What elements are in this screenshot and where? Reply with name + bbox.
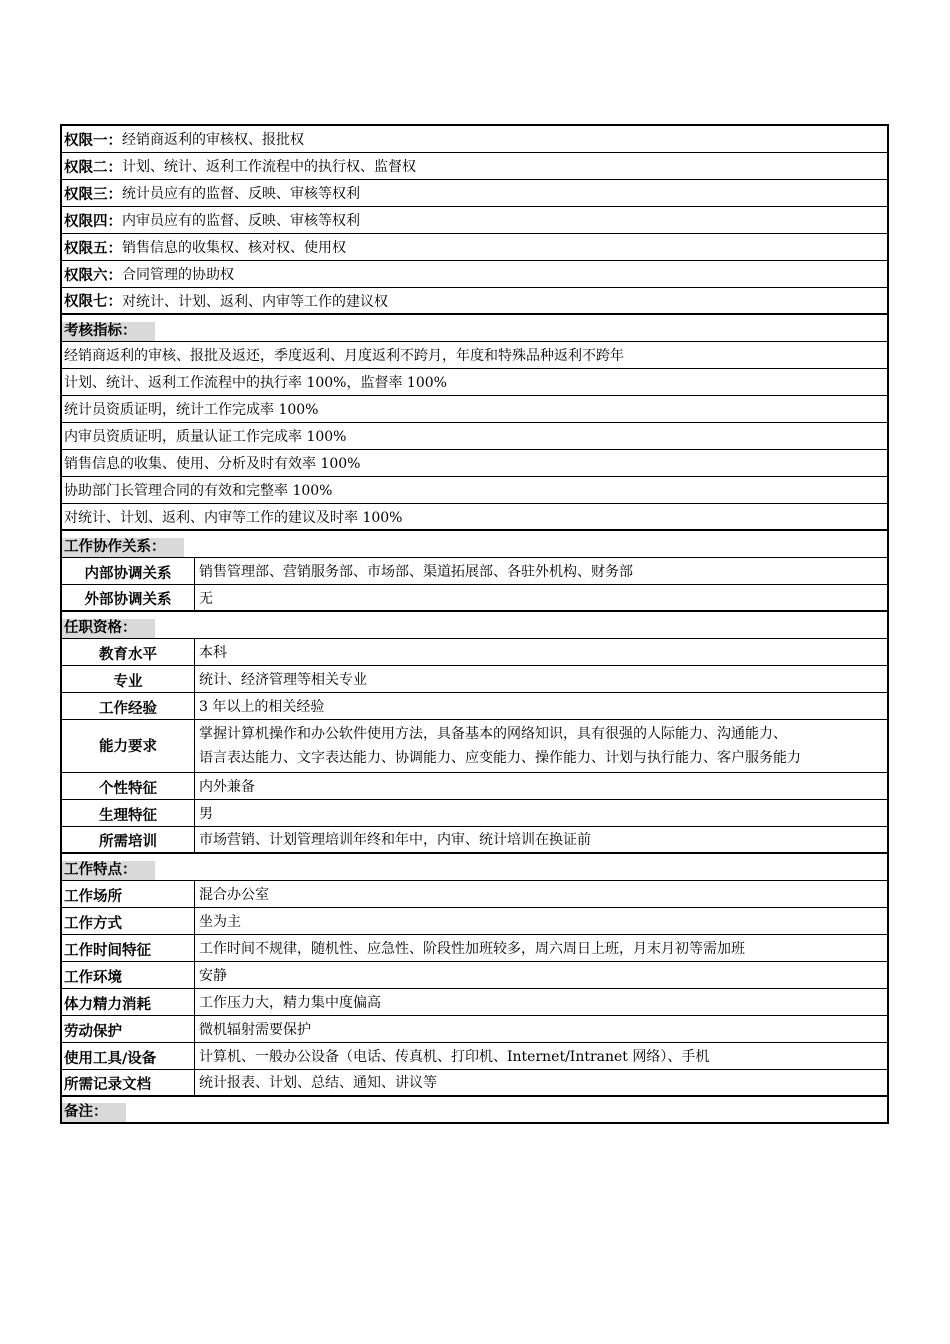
qualification-label: 个性特征	[62, 773, 195, 799]
feature-row	[62, 908, 887, 935]
authority-row	[62, 153, 887, 180]
qualification-label: 生理特征	[62, 800, 195, 826]
authority-text: 对统计、计划、返利、内审等工作的建议权	[122, 293, 388, 310]
remarks-heading: 备注：	[62, 1103, 126, 1122]
qualification-label: 专业	[62, 666, 195, 692]
feature-value: 统计报表、计划、总结、通知、讲议等	[199, 1075, 437, 1091]
kpi-row	[62, 342, 887, 369]
qualification-row	[62, 666, 887, 693]
relation-label: 外部协调关系	[62, 585, 195, 610]
features-heading: 工作特点：	[62, 861, 155, 880]
qualification-row	[62, 827, 887, 854]
authority-text: 经销商返利的审核权、报批权	[122, 132, 304, 148]
qualification-row	[62, 800, 887, 827]
feature-row	[62, 935, 887, 962]
authority-label: 权限二：	[64, 159, 122, 176]
authority-row	[62, 126, 887, 153]
feature-value: 工作压力大，精力集中度偏高	[199, 995, 381, 1011]
authority-row	[62, 234, 887, 261]
feature-row	[62, 1070, 887, 1097]
qualification-value	[195, 720, 801, 772]
authority-label: 权限五：	[64, 240, 122, 257]
feature-value: 工作时间不规律，随机性、应急性、阶段性加班较多，周六周日上班，月末月初等需加班	[199, 941, 745, 957]
feature-value: 计算机、一般办公设备（电话、传真机、打印机、Internet/Intranet 网络）、手机	[199, 1049, 710, 1065]
kpi-text: 对统计、计划、返利、内审等工作的建议及时率 100%	[64, 509, 403, 526]
feature-label: 劳动保护	[62, 1016, 195, 1042]
feature-label: 体力精力消耗	[62, 989, 195, 1015]
qualification-value: 3 年以上的相关经验	[199, 699, 325, 715]
authority-row	[62, 288, 887, 315]
kpi-text: 计划、统计、返利工作流程中的执行率 100%，监督率 100%	[64, 375, 447, 391]
authority-text: 合同管理的协助权	[122, 267, 234, 283]
authority-row	[62, 207, 887, 234]
remarks-section-header	[62, 1097, 887, 1124]
relation-value: 销售管理部、营销服务部、市场部、渠道拓展部、各驻外机构、财务部	[199, 564, 633, 580]
kpi-text: 内审员资质证明，质量认证工作完成率 100%	[64, 429, 347, 445]
job-description-table	[60, 124, 889, 1124]
authority-text: 计划、统计、返利工作流程中的执行权、监督权	[122, 159, 416, 175]
qualifications-section-header	[62, 612, 887, 639]
relations-heading: 工作协作关系：	[62, 538, 184, 557]
feature-label: 工作方式	[62, 908, 195, 934]
feature-value: 混合办公室	[199, 887, 269, 903]
authority-row	[62, 180, 887, 207]
authority-row	[62, 261, 887, 288]
qualification-row	[62, 693, 887, 720]
relation-value: 无	[199, 591, 213, 607]
kpi-text: 协助部门长管理合同的有效和完整率 100%	[64, 483, 333, 499]
feature-row	[62, 1016, 887, 1043]
feature-label: 使用工具/设备	[62, 1043, 195, 1069]
feature-value: 安静	[199, 968, 227, 984]
authority-text: 销售信息的收集权、核对权、使用权	[122, 240, 346, 256]
feature-row	[62, 989, 887, 1016]
kpi-section-header	[62, 315, 887, 342]
authority-text: 内审员应有的监督、反映、审核等权利	[122, 213, 360, 229]
kpi-text: 经销商返利的审核、报批及返还，季度返利、月度返利不跨月，年度和特殊品种返利不跨年	[64, 348, 624, 364]
qualification-value: 市场营销、计划管理培训年终和年中，内审、统计培训在换证前	[199, 832, 591, 848]
relations-section-header	[62, 531, 887, 558]
feature-value: 微机辐射需要保护	[199, 1022, 311, 1038]
authority-label: 权限七：	[64, 294, 122, 310]
kpi-row	[62, 396, 887, 423]
feature-row	[62, 962, 887, 989]
qualification-value: 本科	[199, 645, 227, 661]
feature-value: 坐为主	[199, 914, 241, 930]
qualifications-heading: 任职资格：	[62, 619, 155, 638]
qualification-row	[62, 773, 887, 800]
feature-row	[62, 1043, 887, 1070]
relation-row	[62, 585, 887, 612]
qualification-row	[62, 639, 887, 666]
kpi-row	[62, 477, 887, 504]
qualification-label: 工作经验	[62, 693, 195, 719]
feature-label: 工作时间特征	[62, 935, 195, 961]
qualification-label: 所需培训	[62, 827, 195, 852]
kpi-row	[62, 450, 887, 477]
kpi-heading: 考核指标：	[62, 322, 155, 341]
authority-label: 权限一：	[64, 132, 122, 149]
ability-line-2: 语言表达能力、文字表达能力、协调能力、应变能力、操作能力、计划与执行能力、客户服务能力	[199, 750, 801, 766]
authority-label: 权限四：	[64, 213, 122, 230]
qualification-value: 男	[199, 806, 213, 822]
qualification-label: 教育水平	[62, 639, 195, 665]
qualification-row	[62, 720, 887, 773]
relation-label: 内部协调关系	[62, 558, 195, 584]
authority-text: 统计员应有的监督、反映、审核等权利	[122, 186, 360, 202]
authority-label: 权限三：	[64, 186, 122, 203]
qualification-value: 统计、经济管理等相关专业	[199, 672, 367, 688]
feature-row	[62, 881, 887, 908]
ability-line-1: 掌握计算机操作和办公软件使用方法，具备基本的网络知识，具有很强的人际能力、沟通能力、	[199, 726, 787, 742]
kpi-text: 统计员资质证明，统计工作完成率 100%	[64, 402, 319, 418]
feature-label: 工作场所	[62, 881, 195, 907]
feature-label: 工作环境	[62, 962, 195, 988]
kpi-row	[62, 369, 887, 396]
features-section-header	[62, 854, 887, 881]
authority-label: 权限六：	[64, 267, 122, 284]
qualification-label: 能力要求	[62, 720, 195, 772]
kpi-row	[62, 423, 887, 450]
feature-label: 所需记录文档	[62, 1070, 195, 1095]
relation-row	[62, 558, 887, 585]
kpi-row	[62, 504, 887, 531]
kpi-text: 销售信息的收集、使用、分析及时有效率 100%	[64, 456, 361, 472]
qualification-value: 内外兼备	[199, 779, 255, 795]
